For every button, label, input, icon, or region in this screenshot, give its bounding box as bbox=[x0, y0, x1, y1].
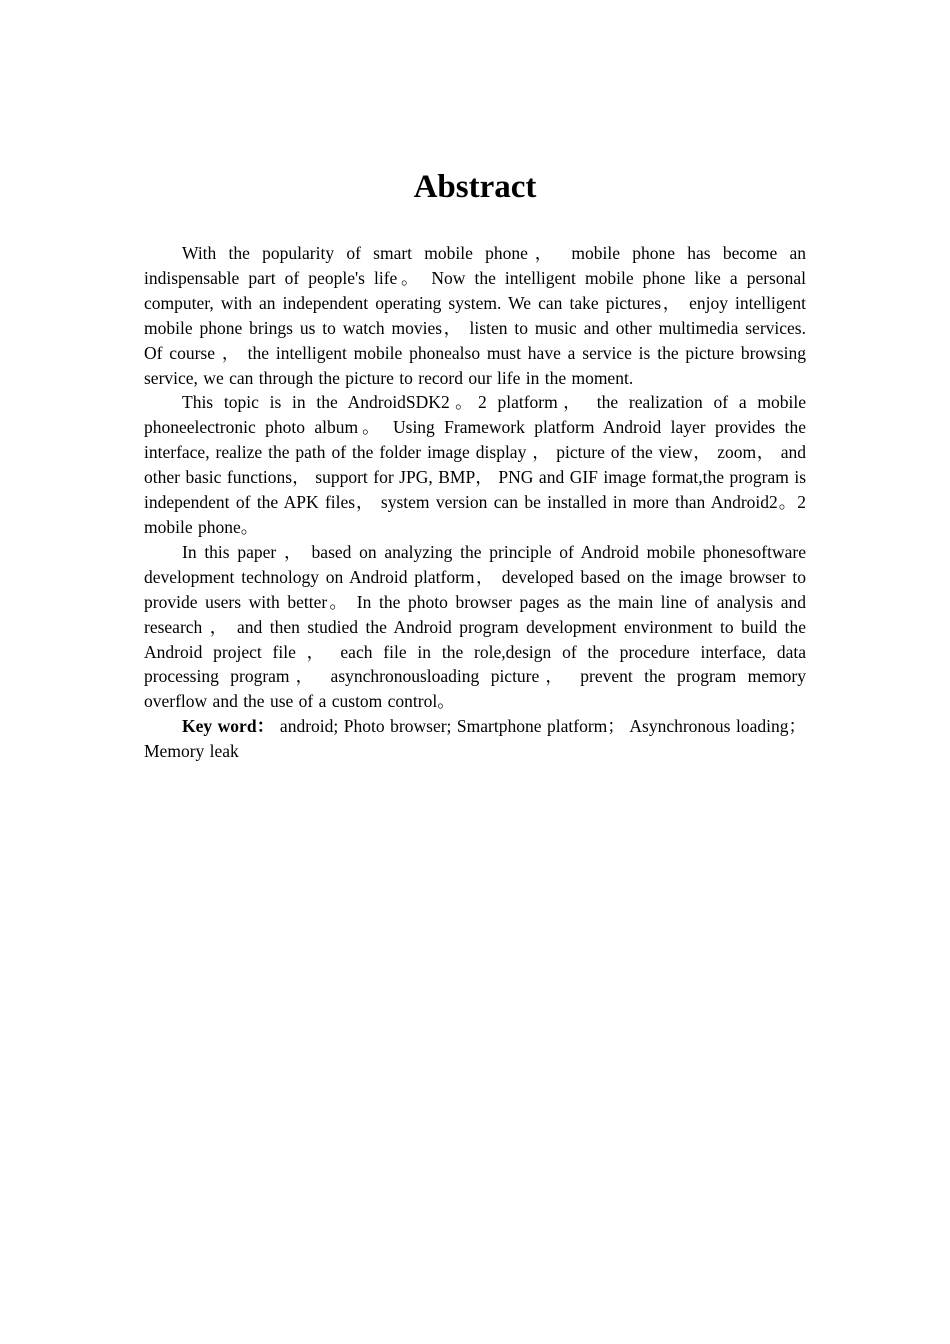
keywords-paragraph bbox=[144, 714, 806, 764]
keywords-text: android; Photo browser; Smartphone platform； Asynchronous loading； Memory leak bbox=[144, 716, 806, 762]
abstract-body bbox=[144, 241, 806, 764]
abstract-paragraph-1: With the popularity of smart mobile phone， mobile phone has become an indispensable part of people's life。 Now the intelligent mobile phone like a personal computer, with an independent operating system. We can take pictures， enjoy intelligent mobile phone brings us to watch movies， listen to music and other multimedia services. Of course ， the intelligent mobile phonealso must have a service is the picture browsing service, we can through the picture to record our life in the moment. bbox=[144, 243, 806, 388]
keywords-label: Key word： bbox=[182, 716, 275, 737]
page-title: Abstract bbox=[413, 169, 537, 205]
abstract-paragraph-3: In this paper ， based on analyzing the principle of Android mobile phonesoftware development technology on Android platform， developed based on the image browser to provide users with better。 In the photo browser pages as the main line of analysis and research ， and then studied the Android program development environment to build the Android project file ， each file in the role,design of the procedure interface, data processing program， asynchronousloading picture， prevent the program memory overflow and the use of a custom control。 bbox=[144, 541, 806, 712]
abstract-paragraph-2: This topic is in the AndroidSDK2。2 platform， the realization of a mobile phoneelectronic photo album。 Using Framework platform Android layer provides the interface, realize the path of the folder image display ， picture of the view， zoom， and other basic functions， support for JPG, BMP， PNG and GIF image format,the program is independent of the APK files， system version can be installed in more than Android2。2 mobile phone。 bbox=[144, 392, 806, 537]
